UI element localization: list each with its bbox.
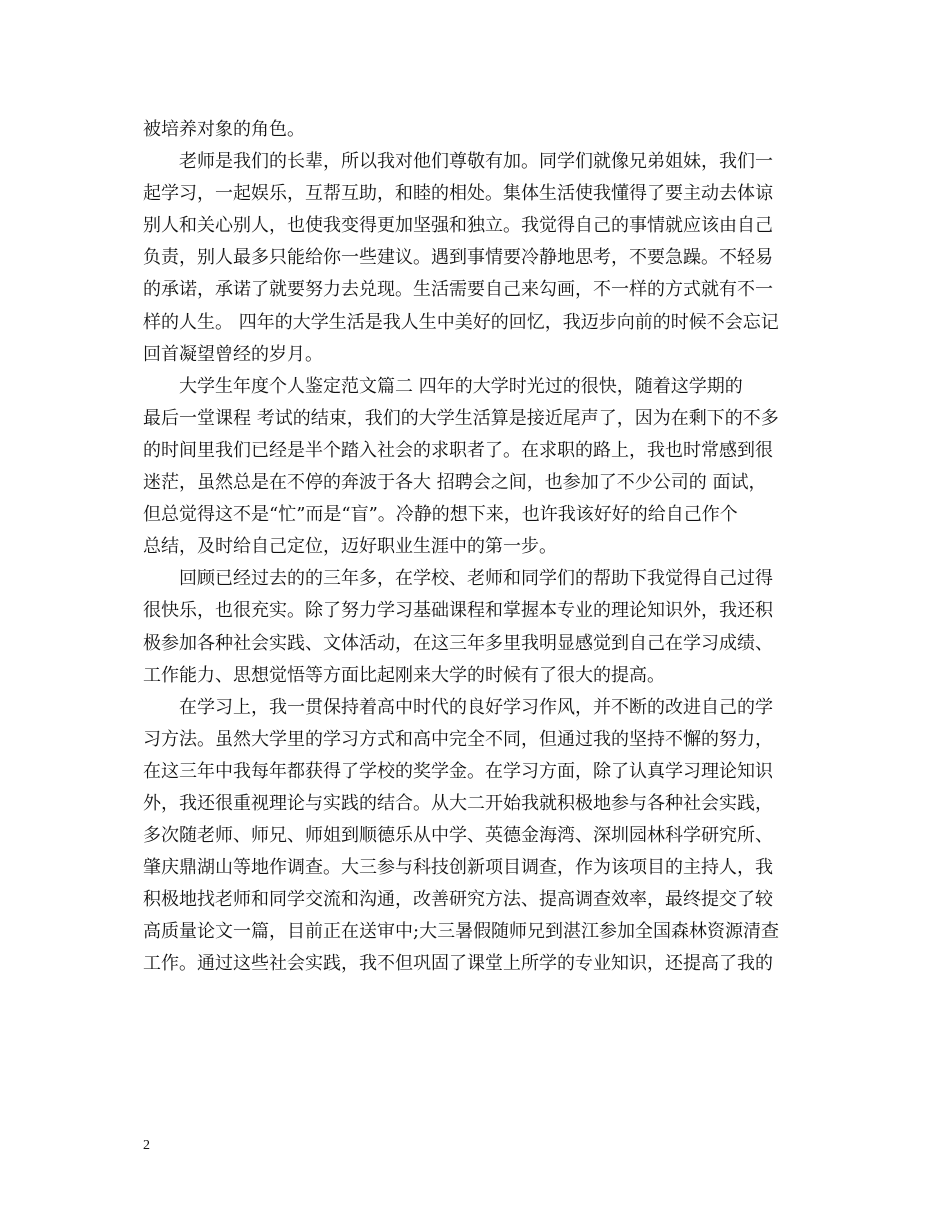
text-line: 但总觉得这不是“忙”而是“盲”。冷静的想下来，也许我该好好的给自己作个 <box>143 504 738 526</box>
text-line: 外，我还很重视理论与实践的结合。从大二开始我就积极地参与各种社会实践， <box>143 792 773 814</box>
text-line: 迷茫，虽然总是在不停的奔波于各大 招聘会之间，也参加了不少公司的 面试， <box>143 472 767 494</box>
text-line: 习方法。虽然大学里的学习方式和高中完全不同，但通过我的坚持不懈的努力， <box>143 728 773 750</box>
text-line: 积极地找老师和同学交流和沟通，改善研究方法、提高调查效率，最终提交了较 <box>143 889 773 911</box>
text-line: 回首凝望曾经的岁月。 <box>143 343 323 365</box>
text-line: 的承诺，承诺了就要努力去兑现。生活需要自己来勾画，不一样的方式就有不一 <box>143 279 773 301</box>
text-line: 工作能力、思想觉悟等方面比起刚来大学的时候有了很大的提高。 <box>143 664 665 686</box>
text-line: 极参加各种社会实践、文体活动，在这三年多里我明显感觉到自己在学习成绩、 <box>143 632 773 654</box>
text-line: 回顾已经过去的的三年多，在学校、老师和同学们的帮助下我觉得自己过得 <box>179 568 773 590</box>
text-line: 总结，及时给自己定位，迈好职业生涯中的第一步。 <box>143 536 557 558</box>
text-line: 高质量论文一篇，目前正在送审中;大三暑假随师兄到湛江参加全国森林资源清查 <box>143 921 780 943</box>
text-line: 样的人生。 四年的大学生活是我人生中美好的回忆，我迈步向前的时候不会忘记 <box>143 311 779 333</box>
text-line: 最后一堂课程 考试的结束，我们的大学生活算是接近尾声了，因为在剩下的不多 <box>143 407 779 429</box>
text-line: 很快乐，也很充实。除了努力学习基础课程和掌握本专业的理论知识外，我还积 <box>143 600 773 622</box>
text-line: 工作。通过这些社会实践，我不但巩固了课堂上所学的专业知识，还提高了我的 <box>143 953 773 975</box>
text-line: 别人和关心别人，也使我变得更加坚强和独立。我觉得自己的事情就应该由自己 <box>143 215 773 237</box>
text-line: 的时间里我们已经是半个踏入社会的求职者了。在求职的路上，我也时常感到很 <box>143 439 773 461</box>
text-line: 在这三年中我每年都获得了学校的奖学金。在学习方面，除了认真学习理论知识 <box>143 760 773 782</box>
page-number: 2 <box>143 1138 150 1153</box>
text-line: 多次随老师、师兄、师姐到顺德乐从中学、英德金海湾、深圳园林科学研究所、 <box>143 825 773 847</box>
text-line: 负责，别人最多只能给你一些建议。遇到事情要冷静地思考，不要急躁。不轻易 <box>143 247 773 269</box>
text-line: 被培养对象的角色。 <box>143 119 305 140</box>
text-line: 在学习上，我一贯保持着高中时代的良好学习作风，并不断的改进自己的学 <box>179 696 773 718</box>
text-line: 老师是我们的长辈，所以我对他们尊敬有加。同学们就像兄弟姐妹，我们一 <box>179 151 773 173</box>
document-body <box>143 114 813 981</box>
text-line: 大学生年度个人鉴定范文篇二 四年的大学时光过的很快，随着这学期的 <box>179 375 743 397</box>
text-line: 肇庆鼎湖山等地作调查。大三参与科技创新项目调查，作为该项目的主持人，我 <box>143 857 773 879</box>
text-line: 起学习，一起娱乐，互帮互助，和睦的相处。集体生活使我懂得了要主动去体谅 <box>143 183 773 205</box>
